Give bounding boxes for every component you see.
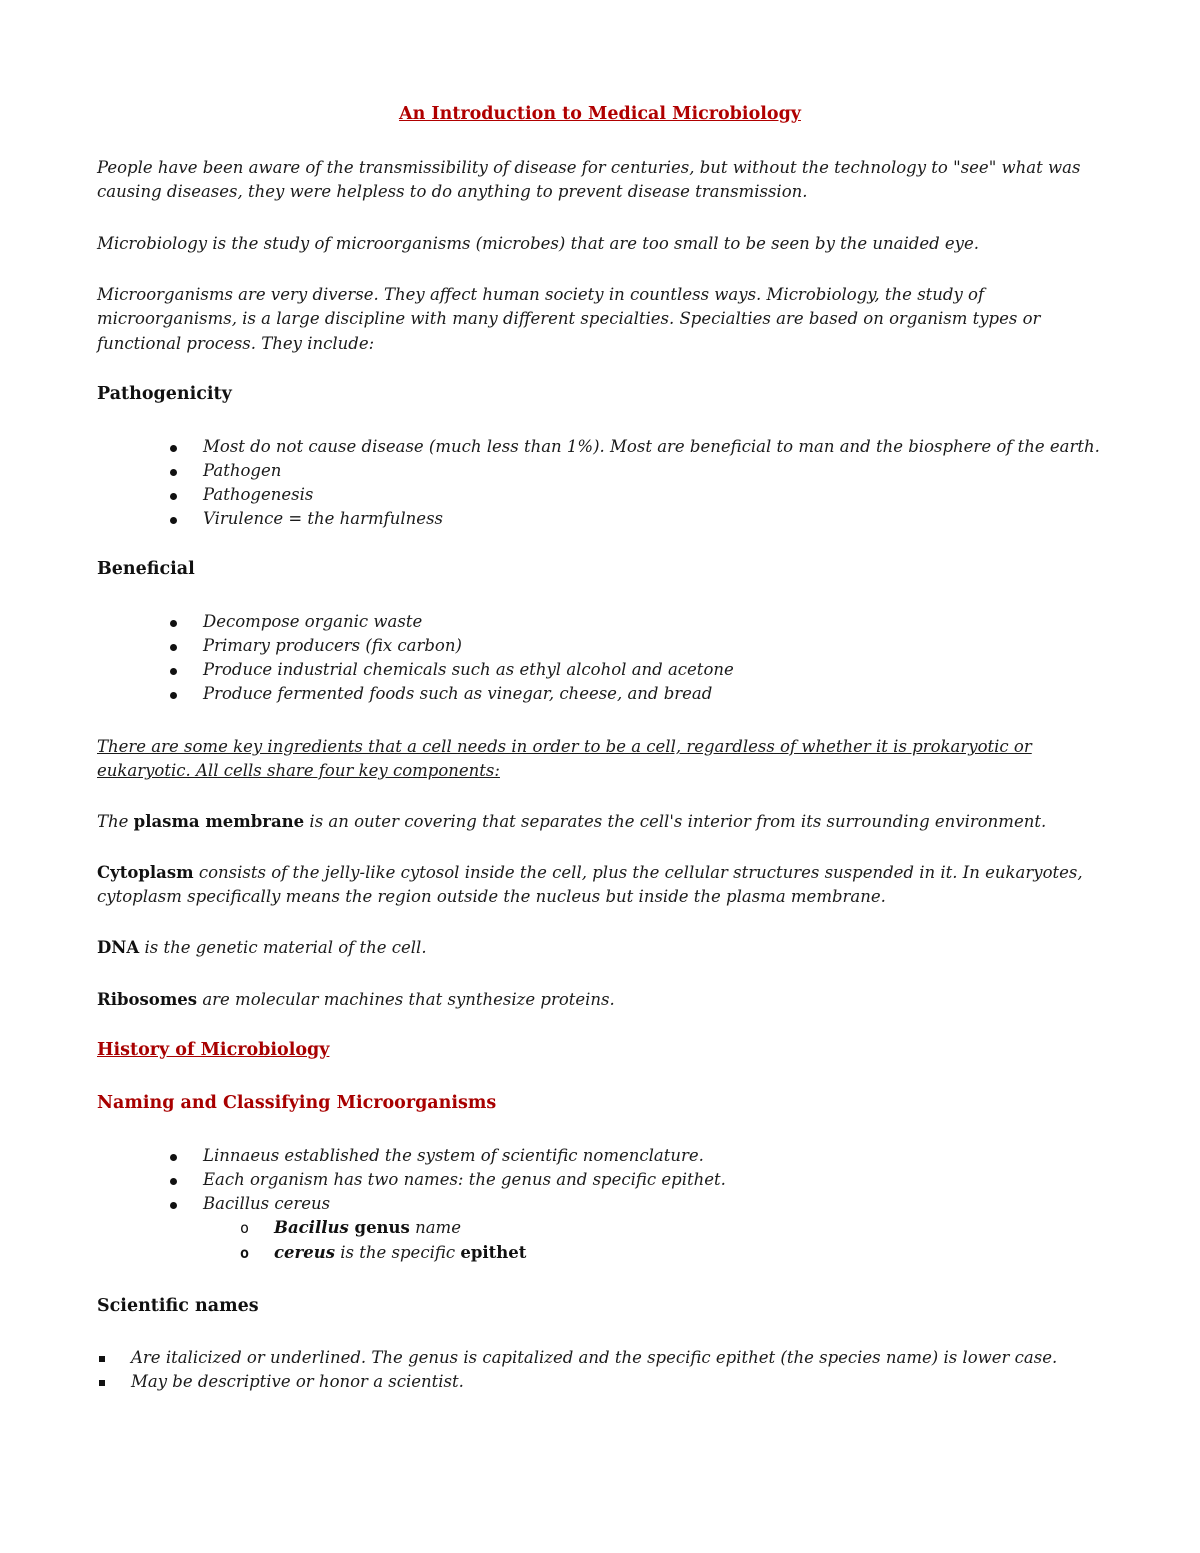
list-item-text: Decompose organic waste <box>203 612 423 631</box>
list-item-text: Pathogen <box>203 461 282 480</box>
bullet-icon <box>170 692 177 699</box>
square-bullet-icon <box>99 1356 105 1362</box>
list-item <box>0 660 1200 684</box>
list-item <box>0 1170 1200 1194</box>
dna-term: DNA <box>97 938 140 957</box>
list-item <box>0 509 1200 533</box>
sub-bullet-marker: o <box>240 1244 250 1262</box>
scientific-names-heading: Scientific names <box>97 1296 259 1316</box>
list-item <box>0 461 1200 485</box>
ribosomes-paragraph <box>97 990 615 1009</box>
list-item <box>0 636 1200 660</box>
sub-list-item <box>0 1243 1200 1267</box>
intro-paragraph-3-line-2: microorganisms, is a large discipline with many different specialties. Specialties are based on organism types or <box>97 309 1041 328</box>
list-item-text: May be descriptive or honor a scientist. <box>131 1372 464 1391</box>
ribosomes-definition: are molecular machines that synthesize proteins. <box>197 990 615 1009</box>
list-item <box>0 612 1200 636</box>
list-item-text: Produce fermented foods such as vinegar, cheese, and bread <box>203 684 713 703</box>
intro-paragraph-2: Microbiology is the study of microorganisms (microbes) that are too small to be seen by the unaided eye. <box>97 234 980 253</box>
dna-paragraph <box>97 938 427 957</box>
bullet-icon <box>170 620 177 627</box>
list-item <box>0 1194 1200 1218</box>
list-item-text: Primary producers (fix carbon) <box>203 636 462 655</box>
list-item <box>0 485 1200 509</box>
cytoplasm-definition: consists of the jelly-like cytosol inside the cell, plus the cellular structures suspended in it. In eukaryotes, <box>193 863 1083 882</box>
list-item-text: Bacillus cereus <box>203 1194 331 1213</box>
list-item <box>0 1146 1200 1170</box>
genus-word: genus <box>348 1218 410 1237</box>
key-ingredients-line-2: eukaryotic. All cells share four key components: <box>97 761 500 780</box>
list-item-text: Are italicized or underlined. The genus is capitalized and the specific epithet (the species name) is lower case. <box>131 1348 1058 1367</box>
list-item-text: Produce industrial chemicals such as ethyl alcohol and acetone <box>203 660 734 679</box>
ribosomes-term: Ribosomes <box>97 990 198 1009</box>
list-item-text: Pathogenesis <box>203 485 314 504</box>
sub-list-item <box>0 1218 1200 1242</box>
plasma-membrane-prefix: The <box>97 812 134 831</box>
plasma-membrane-term: plasma membrane <box>133 812 305 831</box>
dna-definition: is the genetic material of the cell. <box>139 938 427 957</box>
beneficial-heading: Beneficial <box>97 559 195 579</box>
list-item-text: Virulence = the harmfulness <box>203 509 444 528</box>
genus-rest: name <box>409 1218 461 1237</box>
bullet-icon <box>170 517 177 524</box>
document-title: An Introduction to Medical Microbiology <box>399 104 801 124</box>
epithet-word: epithet <box>460 1243 527 1262</box>
genus-term: Bacillus <box>274 1218 349 1237</box>
square-bullet-icon <box>99 1380 105 1386</box>
species-term: cereus <box>274 1243 336 1262</box>
intro-paragraph-3-line-1: Microorganisms are very diverse. They affect human society in countless ways. Microbiology, the study of <box>97 285 985 304</box>
cytoplasm-term: Cytoplasm <box>97 863 194 882</box>
naming-heading: Naming and Classifying Microorganisms <box>97 1093 497 1113</box>
list-item-text: Linnaeus established the system of scientific nomenclature. <box>203 1146 704 1165</box>
bullet-icon <box>170 1154 177 1161</box>
sub-bullet-marker: o <box>240 1219 250 1237</box>
list-item <box>0 1348 1200 1372</box>
species-mid: is the specific <box>335 1243 461 1262</box>
intro-paragraph-1-line-2: causing diseases, they were helpless to do anything to prevent disease transmission. <box>97 182 808 201</box>
list-item <box>0 684 1200 708</box>
bullet-icon <box>170 668 177 675</box>
pathogenicity-heading: Pathogenicity <box>97 384 232 404</box>
intro-paragraph-3-line-3: functional process. They include: <box>97 334 375 353</box>
cytoplasm-paragraph-line-2: cytoplasm specifically means the region outside the nucleus but inside the plasma membrane. <box>97 887 886 906</box>
plasma-membrane-definition: is an outer covering that separates the cell's interior from its surrounding environment. <box>304 812 1047 831</box>
bullet-icon <box>170 1202 177 1209</box>
bullet-icon <box>170 644 177 651</box>
key-ingredients-line-1: There are some key ingredients that a cell needs in order to be a cell, regardless of whether it is prokaryotic or <box>97 737 1032 756</box>
history-heading: History of Microbiology <box>97 1040 330 1060</box>
bullet-icon <box>170 445 177 452</box>
plasma-membrane-paragraph <box>97 812 1046 831</box>
list-item-text: Most do not cause disease (much less than 1%). Most are beneficial to man and the biosphere of the earth. <box>203 437 1100 456</box>
cytoplasm-paragraph-line-1 <box>97 863 1083 882</box>
sub-list-item-text <box>274 1243 526 1262</box>
sub-list-item-text <box>274 1218 461 1237</box>
list-item-text: Each organism has two names: the genus and specific epithet. <box>203 1170 726 1189</box>
list-item <box>0 437 1200 461</box>
bullet-icon <box>170 1178 177 1185</box>
intro-paragraph-1-line-1: People have been aware of the transmissibility of disease for centuries, but without the technology to "see" what was <box>97 158 1081 177</box>
bullet-icon <box>170 469 177 476</box>
list-item <box>0 1372 1200 1396</box>
bullet-icon <box>170 493 177 500</box>
